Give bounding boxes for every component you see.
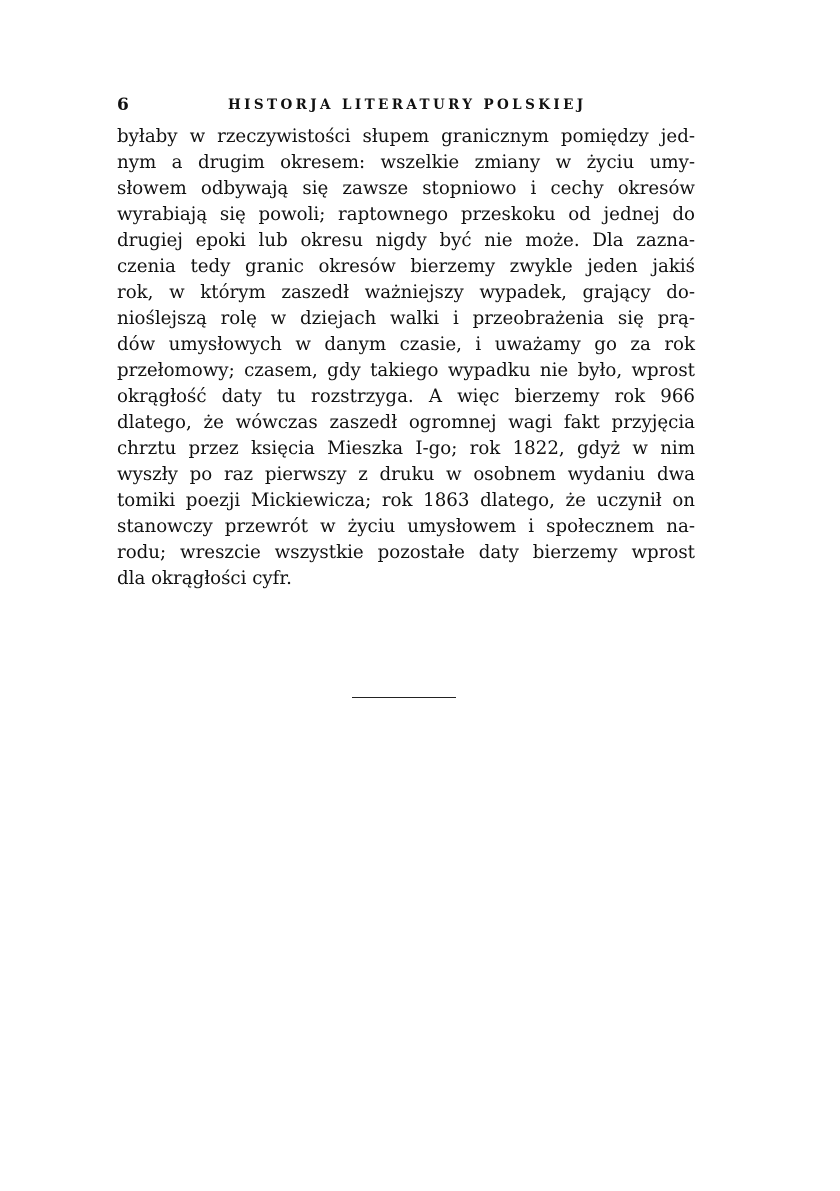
text-line: wyrabiają się powoli; raptownego przeskoku od jednej do xyxy=(117,204,695,225)
text-line: tomiki poezji Mickiewicza; rok 1863 dlatego, że uczynił on xyxy=(117,490,695,511)
text-line: dlatego, że wówczas zaszedł ogromnej wagi fakt przyjęcia xyxy=(117,412,695,433)
text-line: stanowczy przewrót w życiu umysłowem i społecznem na- xyxy=(117,516,695,537)
text-line: rok, w którym zaszedł ważniejszy wypadek, grający do- xyxy=(117,282,695,303)
text-line: nym a drugim okresem: wszelkie zmiany w życiu umy- xyxy=(117,152,695,173)
text-line: chrztu przez księcia Mieszka I-go; rok 1822, gdyż w nim xyxy=(117,438,695,459)
page-header xyxy=(117,92,707,118)
text-line: nioślejszą rolę w dziejach walki i przeobrażenia się prą- xyxy=(117,308,695,329)
text-line: byłaby w rzeczywistości słupem granicznym pomiędzy jed- xyxy=(117,126,695,147)
text-line: słowem odbywają się zawsze stopniowo i cechy okresów xyxy=(117,178,695,199)
text-line: dów umysłowych w danym czasie, i uważamy go za rok xyxy=(117,334,695,355)
body-text xyxy=(117,124,695,592)
text-line: drugiej epoki lub okresu nigdy być nie może. Dla zazna- xyxy=(117,230,695,251)
text-line: rodu; wreszcie wszystkie pozostałe daty bierzemy wprost xyxy=(117,542,695,563)
running-head: HISTORJA LITERATURY POLSKIEJ xyxy=(228,97,587,113)
section-divider xyxy=(352,697,456,698)
text-line: przełomowy; czasem, gdy takiego wypadku nie było, wprost xyxy=(117,360,695,381)
page-number: 6 xyxy=(117,95,129,115)
text-line: wyszły po raz pierwszy z druku w osobnem wydaniu dwa xyxy=(117,464,695,485)
text-line: czenia tedy granic okresów bierzemy zwykle jeden jakiś xyxy=(117,256,695,277)
text-line: dla okrągłości cyfr. xyxy=(117,568,292,589)
text-line: okrągłość daty tu rozstrzyga. A więc bierzemy rok 966 xyxy=(117,386,695,407)
